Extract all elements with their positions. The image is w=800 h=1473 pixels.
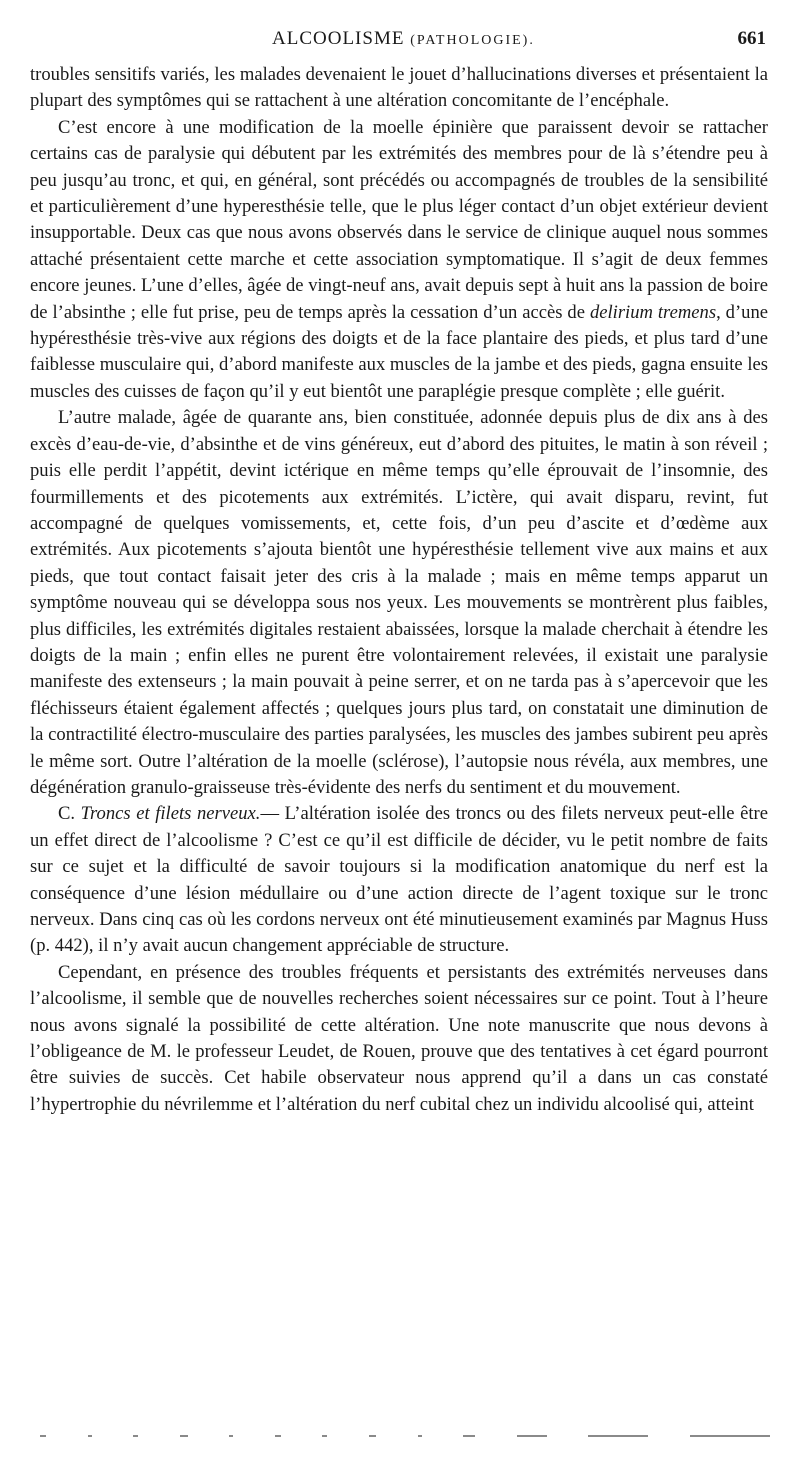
- scan-artifact-line: [40, 1432, 770, 1440]
- paragraph-section-c: [30, 801, 768, 959]
- scan-speck: [418, 1435, 422, 1437]
- scan-speck: [690, 1435, 770, 1437]
- scan-speck: [322, 1435, 327, 1437]
- paragraph-text: , d’une hypéresthésie très-vive aux régions des doigts et de la face plantaire des pieds, et plus tard d’une faiblesse musculaire qui, d’abord manifeste aux muscles de la jambe et des pieds, gagna ensuite les muscles des cuisses de façon qu’il y eut bientôt une paraplégie presque complète ; elle guérit.: [30, 301, 769, 402]
- paragraph-paralysis-cases: [30, 115, 768, 405]
- section-letter: C.: [58, 803, 76, 825]
- running-head: [272, 28, 535, 50]
- body-text: [30, 62, 768, 1118]
- document-page: [30, 28, 768, 1118]
- italic-term: delirium tremens: [589, 301, 717, 323]
- scan-speck: [229, 1435, 233, 1437]
- page-header: [30, 28, 768, 58]
- section-heading: Troncs et filets nerveux.: [80, 803, 261, 825]
- paragraph-further-research: Cependant, en présence des troubles fréquents et persistants des extrémités nerveuses dans l’alcoolisme, il semble que de nouvelles recherches soient nécessaires sur ce point. Tout à l’heure nous avons signalé la possibilité de cette altération. Une note manuscrite que nous devons à l’obligeance de M. le professeur Leudet, de Rouen, prouve que des tentatives à cet égard pourront être suivies de succès. Cet habile observateur nous apprend qu’il a dans un cas constaté l’hypertrophie du névrilemme et l’altération du nerf cubital chez un individu alcoolisé qui, atteint: [30, 961, 768, 1115]
- scan-speck: [88, 1435, 92, 1437]
- running-head-subtitle: (PATHOLOGIE).: [410, 33, 535, 48]
- scan-speck: [463, 1435, 475, 1437]
- paragraph-continuation: troubles sensitifs variés, les malades devenaient le jouet d’hallucinations diverses et présentaient la plupart des symptômes qui se rattachent à une altération concomitante de l’encéphale.: [30, 64, 768, 112]
- scan-speck: [180, 1435, 188, 1437]
- scan-speck: [369, 1435, 376, 1437]
- scan-speck: [133, 1435, 138, 1437]
- scan-speck: [275, 1435, 281, 1437]
- scan-speck: [40, 1435, 46, 1437]
- scan-speck: [588, 1435, 648, 1437]
- page-number: 661: [737, 28, 766, 49]
- paragraph-text: C’est encore à une modification de la moelle épinière que paraissent devoir se rattacher certains cas de paralysie qui débutent par les extrémités des membres pour de là s’étendre peu à peu jusqu’au tronc, et qui, en général, sont précédés ou accompagnés de troubles de la sensibilité et particulièrement d’une hyperesthésie telle, que le plus léger contact d’un objet extérieur devient insupportable. Deux cas que nous avons observés dans le service de clinique auquel nous sommes attaché présentaient cette marche et cette association symptomatique. Il s’agit de deux femmes encore jeunes. L’une d’elles, âgée de vingt-neuf ans, avait depuis sept à huit ans la passion de boire de l’absinthe ; elle fut prise, peu de temps après la cessation d’un accès de: [30, 116, 768, 323]
- scan-speck: [517, 1435, 547, 1437]
- running-head-title: ALCOOLISME: [272, 28, 405, 49]
- paragraph-second-patient: L’autre malade, âgée de quarante ans, bien constituée, adonnée depuis plus de dix ans à des excès d’eau-de-vie, d’absinthe et de vins généreux, eut d’abord des pituites, le matin à son réveil ; puis elle perdit l’appétit, devint ictérique en même temps qu’elle éprouvait de l’insomnie, des fourmillements et des picotements aux extrémités. L’ictère, qui avait disparu, revint, fut accompagné de quelques vomissements, et, cette fois, d’un peu d’ascite et d’œdème aux extrémités. Aux picotements s’ajouta bientôt une hypéresthésie tellement vive aux mains et aux pieds, que tout contact faisait jeter des cris à la malade ; mais en même temps apparut un symptôme nouveau qui se développa sous nos yeux. Les mouvements se montrèrent plus faibles, plus difficiles, les extrémités digitales restaient abaissées, lorsque la malade cherchait à étendre les doigts de la main ; enfin elles ne purent être volontairement relevées, il existait une paralysie manifeste des extenseurs ; la main pouvait à peine serrer, et on ne tarda pas à s’apercevoir que les fléchisseurs étaient également affectés ; quelques jours plus tard, on constatait une diminution de la contractilité électro-musculaire des parties paralysées, les muscles des jambes subirent peu après le même sort. Outre l’altération de la moelle (sclérose), l’autopsie nous révéla, aux membres, une dégénération granulo-graisseuse très-évidente des nerfs du sentiment et du mouvement.: [30, 407, 768, 798]
- paragraph-text: — L’altération isolée des troncs ou des filets nerveux peut-elle être un effet direct de l’alcoolisme ? C’est ce qu’il est difficile de décider, vu le petit nombre de faits sur ce sujet et la difficulté de savoir toujours si la modification anatomique du nerf est la conséquence d’une lésion médullaire ou d’une action directe de l’agent toxique sur le tronc nerveux. Dans cinq cas où les cordons nerveux ont été minutieusement examinés par Magnus Huss (p. 442), il n’y avait aucun changement appréciable de structure.: [30, 803, 769, 957]
